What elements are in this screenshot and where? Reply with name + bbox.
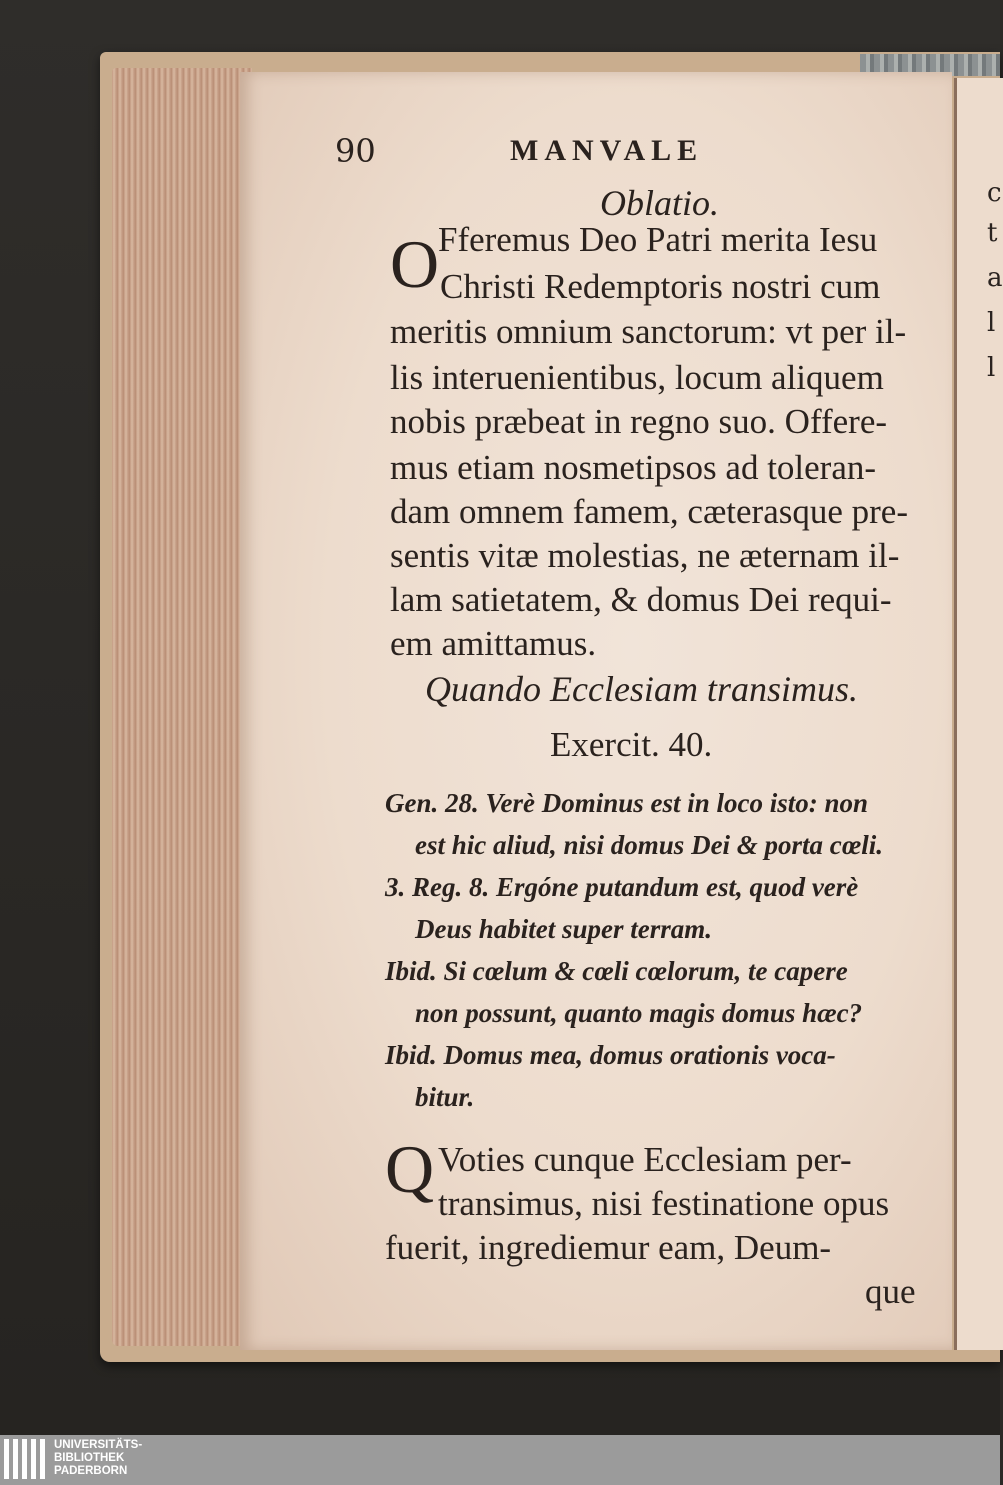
page-header: [335, 132, 925, 176]
text-line: dam omnem famem, cæterasque pre-: [390, 492, 908, 531]
text-line: fuerit, ingrediemur eam, Deum-: [385, 1228, 832, 1267]
text-line: lis interuenientibus, locum aliquem: [390, 358, 884, 397]
text-line: transimus, nisi festinatione opus: [438, 1184, 890, 1223]
section-title-oblatio: Oblatio.: [600, 183, 720, 223]
scripture-ref-line: Deus habitet super terram.: [415, 914, 713, 944]
library-logo-icon: [4, 1439, 48, 1481]
right-page-glyph: a: [987, 263, 1003, 293]
running-title: MANVALE: [510, 134, 704, 167]
page-edges: [112, 68, 252, 1346]
scripture-ref-line: Gen. 28. Verè Dominus est in loco isto: non: [385, 788, 869, 818]
text-line: em amittamus.: [390, 624, 597, 663]
library-footer: [0, 1435, 1000, 1485]
text-line: Christi Redemptoris nostri cum: [440, 267, 881, 306]
right-page-glyph: t: [987, 218, 998, 248]
scripture-ref-line: 3. Reg. 8. Ergóne putandum est, quod verè: [385, 872, 859, 902]
text-line: meritis omnium sanctorum: vt per il-: [390, 312, 907, 351]
scripture-ref-line: Ibid. Domus mea, domus orationis voca-: [385, 1040, 836, 1070]
text-line: mus etiam nosmetipsos ad toleran-: [390, 448, 877, 487]
right-page: [954, 78, 1003, 1350]
dropcap: O: [390, 226, 440, 302]
right-page-glyph: c: [987, 178, 1002, 208]
scripture-ref-line: bitur.: [415, 1082, 475, 1112]
text-line: nobis præbeat in regno suo. Offere-: [390, 402, 888, 441]
text-line: lam satietatem, & domus Dei requi-: [390, 580, 892, 619]
text-line: sentis vitæ molestias, ne æternam il-: [390, 536, 900, 575]
scripture-ref-line: non possunt, quanto magis domus hæc?: [415, 998, 863, 1028]
catchword: que: [865, 1272, 916, 1311]
text-line: Voties cunque Ecclesiam per-: [438, 1140, 852, 1179]
scripture-ref-line: Ibid. Si cœlum & cœli cœlorum, te capere: [385, 956, 848, 986]
page-number: 90: [335, 132, 376, 170]
right-page-glyph: l: [987, 353, 996, 383]
exercise-number: Exercit. 40.: [550, 725, 713, 764]
dropcap: Q: [385, 1131, 435, 1207]
text-line: Fferemus Deo Patri merita Iesu: [438, 220, 878, 259]
scripture-ref-line: est hic aliud, nisi domus Dei & porta cœli.: [415, 830, 884, 860]
section-title-quando: Quando Ecclesiam transimus.: [425, 669, 858, 709]
right-page-glyph: l: [987, 308, 996, 338]
library-logo-text: UNIVERSITÄTS- BIBLIOTHEK PADERBORN: [54, 1439, 143, 1477]
